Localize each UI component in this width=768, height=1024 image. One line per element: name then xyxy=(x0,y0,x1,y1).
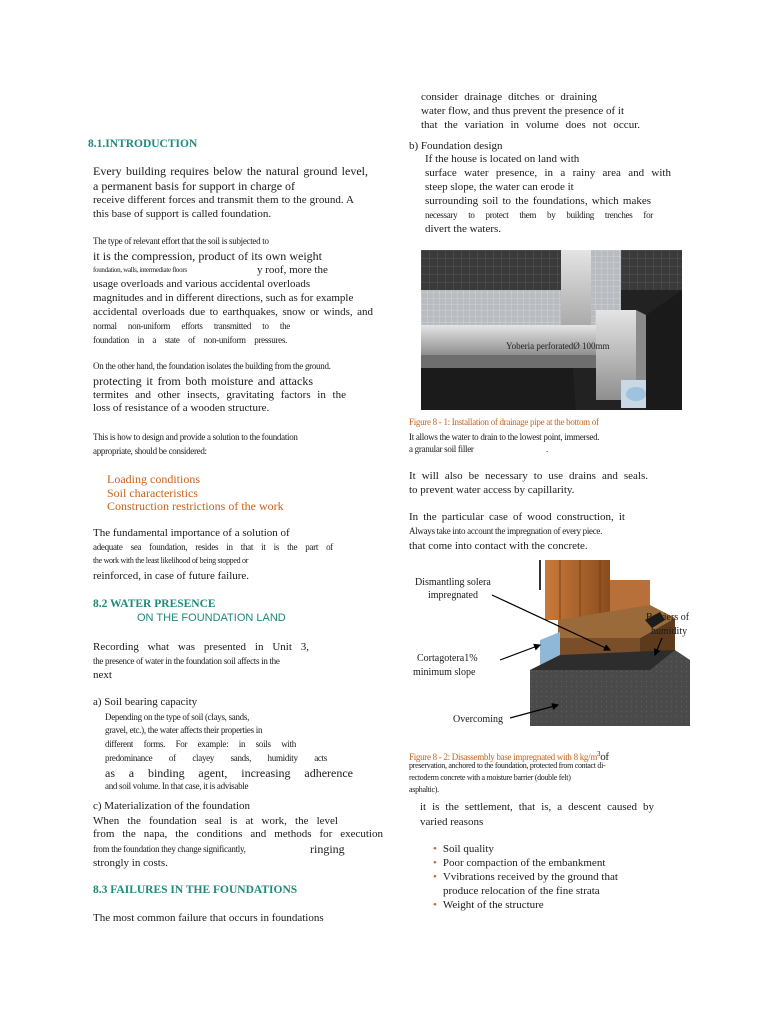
paragraph-line: magnitudes and in different directions, such as for example xyxy=(93,292,354,304)
callout-label: humidity xyxy=(651,626,688,637)
paragraph-line: it is the settlement, that is, a descent caused by xyxy=(420,801,654,813)
callout-label: Dismantling solera xyxy=(415,577,491,588)
paragraph-line: Depending on the type of soil (clays, sands, xyxy=(105,712,250,722)
callout-label: Overcoming xyxy=(453,714,503,725)
bullet-icon: • xyxy=(433,899,437,911)
paragraph-line: predominance of clayey sands, humidity acts xyxy=(105,753,327,763)
paragraph-line: If the house is located on land with xyxy=(425,153,580,165)
paragraph-line: consider drainage ditches or draining xyxy=(421,91,597,103)
paragraph-line: that the variation in volume does not occur. xyxy=(421,119,640,131)
paragraph-line: steep slope, the water can erode it xyxy=(425,181,574,193)
paragraph-line: the presence of water in the foundation soil affects in the xyxy=(93,656,280,666)
paragraph-line: Recording what was presented in Unit 3, xyxy=(93,641,309,653)
paragraph-line: The fundamental importance of a solution of xyxy=(93,527,290,539)
paragraph-line: In the particular case of wood construction, it xyxy=(409,511,625,523)
paragraph-line: Always take into account the impregnation of every piece. xyxy=(409,526,603,536)
reason-list-item-continuation: produce relocation of the fine strata xyxy=(443,885,600,897)
paragraph-line: It will also be necessary to use drains and seals. xyxy=(409,470,648,482)
bullet-icon: • xyxy=(433,857,437,869)
reason-list-item: • Vvibrations received by the ground that xyxy=(433,871,618,883)
paragraph-line: accidental overloads due to earthquakes, snow or winds, and xyxy=(93,306,373,318)
paragraph-line: that come into contact with the concrete. xyxy=(409,540,588,552)
subsection-title: a) Soil bearing capacity xyxy=(93,696,198,708)
paragraph-line: . xyxy=(546,444,548,454)
figure-caption: Figure 8 - 2: Disassembly base impregnated with 8 $kg/m^3of$ xyxy=(409,750,609,763)
consideration-item: Construction restrictions of the work xyxy=(107,499,284,513)
paragraph-line: ringing xyxy=(310,842,345,856)
paragraph-line: varied reasons xyxy=(420,816,484,828)
paragraph-line: the work with the least likelihood of being stopped or xyxy=(93,556,249,565)
consideration-item: Soil characteristics xyxy=(107,486,198,500)
paragraph-line: appropriate, should be considered: xyxy=(93,446,207,456)
paragraph-line: foundation, walls, intermediate floors xyxy=(93,266,187,274)
paragraph-line: next xyxy=(93,669,112,681)
paragraph-line: this base of support is called foundation. xyxy=(93,208,272,220)
section-heading-water-presence: 8.2 WATER PRESENCE xyxy=(93,598,216,610)
paragraph-line: normal non-uniform efforts transmitted to the xyxy=(93,321,290,331)
section-heading-failures: 8.3 FAILURES IN THE FOUNDATIONS xyxy=(93,884,298,896)
subsection-title: c) Materialization of the foundation xyxy=(93,800,250,812)
pipe-label: Yoberia perforatedØ 100mm xyxy=(506,341,610,351)
paragraph-line: as a binding agent, increasing adherence xyxy=(105,766,353,780)
paragraph-line: adequate sea foundation, resides in that it is the part of xyxy=(93,542,333,552)
paragraph-line: and soil volume. In that case, it is advisable xyxy=(105,781,249,791)
paragraph-line: Every building requires below the natural ground level, xyxy=(93,164,368,178)
paragraph-line: When the foundation seal is at work, the level xyxy=(93,815,338,827)
bullet-icon: • xyxy=(433,871,437,883)
paragraph-line: strongly in costs. xyxy=(93,857,168,869)
paragraph-line: It allows the water to drain to the lowest point, immersed. xyxy=(409,432,600,442)
callout-label: minimum slope xyxy=(413,667,476,678)
paragraph-line: it is the compression, product of its own weight xyxy=(93,249,322,263)
paragraph-line: a granular soil filler xyxy=(409,444,474,454)
figure-caption-line: rectoderm concrete with a moisture barrier (double felt) xyxy=(409,773,571,782)
figure-caption: Figure 8 - 1: Installation of drainage pipe at the bottom of xyxy=(409,417,599,427)
callout-label: Cortagotera1% xyxy=(417,653,478,664)
paragraph-line: divert the waters. xyxy=(425,223,502,235)
callout-label: Barriers of xyxy=(646,612,690,623)
section-subheading: ON THE FOUNDATION LAND xyxy=(137,612,286,624)
consideration-item: Loading conditions xyxy=(107,472,200,486)
paragraph-line: water flow, and thus prevent the presence of it xyxy=(421,105,625,117)
paragraph-line: necessary to protect them by building trenches for xyxy=(425,210,653,220)
paragraph-line: This is how to design and provide a solution to the foundation xyxy=(93,432,298,442)
paragraph-line: usage overloads and various accidental overloads xyxy=(93,278,311,290)
paragraph-line: gravel, etc.), the water affects their properties in xyxy=(105,725,263,735)
paragraph-line: surface water presence, in a rainy area and with xyxy=(425,167,671,179)
figure-caption-line: preservation, anchored to the foundation, protected from contact di- xyxy=(409,761,606,770)
section-heading-introduction: 8.1.INTRODUCTION xyxy=(88,138,198,150)
reason-list-item: • Weight of the structure xyxy=(433,899,544,911)
subsection-title: b) Foundation design xyxy=(409,140,503,152)
paragraph-line: foundation in a state of non-uniform pressures. xyxy=(93,335,287,345)
paragraph-line: from the foundation they change significantly, xyxy=(93,844,246,854)
paragraph-line: The most common failure that occurs in foundations xyxy=(93,912,324,924)
paragraph-line: receive different forces and transmit them to the ground. A xyxy=(93,194,354,206)
paragraph-line: The type of relevant effort that the soil is subjected to xyxy=(93,236,269,246)
drainage-pipe-figure xyxy=(421,250,682,410)
reason-list-item: • Poor compaction of the embankment xyxy=(433,857,606,869)
bullet-icon: • xyxy=(433,843,437,855)
paragraph-line: to prevent water access by capillarity. xyxy=(409,484,575,496)
callout-label: impregnated xyxy=(428,590,478,601)
paragraph-line: y roof, more the xyxy=(257,264,328,276)
paragraph-line: On the other hand, the foundation isolates the building from the ground. xyxy=(93,361,331,371)
paragraph-line: a permanent basis for support in charge of xyxy=(93,179,296,193)
reason-list-item: • Soil quality xyxy=(433,843,494,855)
figure-caption-line: asphaltic). xyxy=(409,785,439,794)
paragraph-line: surrounding soil to the foundations, which makes xyxy=(425,195,651,207)
paragraph-line: different forms. For example: in soils with xyxy=(105,739,296,749)
paragraph-line: loss of resistance of a wooden structure. xyxy=(93,402,270,414)
paragraph-line: from the napa, the conditions and methods for execution xyxy=(93,828,383,840)
paragraph-line: protecting it from both moisture and attacks xyxy=(93,374,313,388)
paragraph-line: reinforced, in case of future failure. xyxy=(93,570,250,582)
paragraph-line: termites and other insects, gravitating factors in the xyxy=(93,389,346,401)
